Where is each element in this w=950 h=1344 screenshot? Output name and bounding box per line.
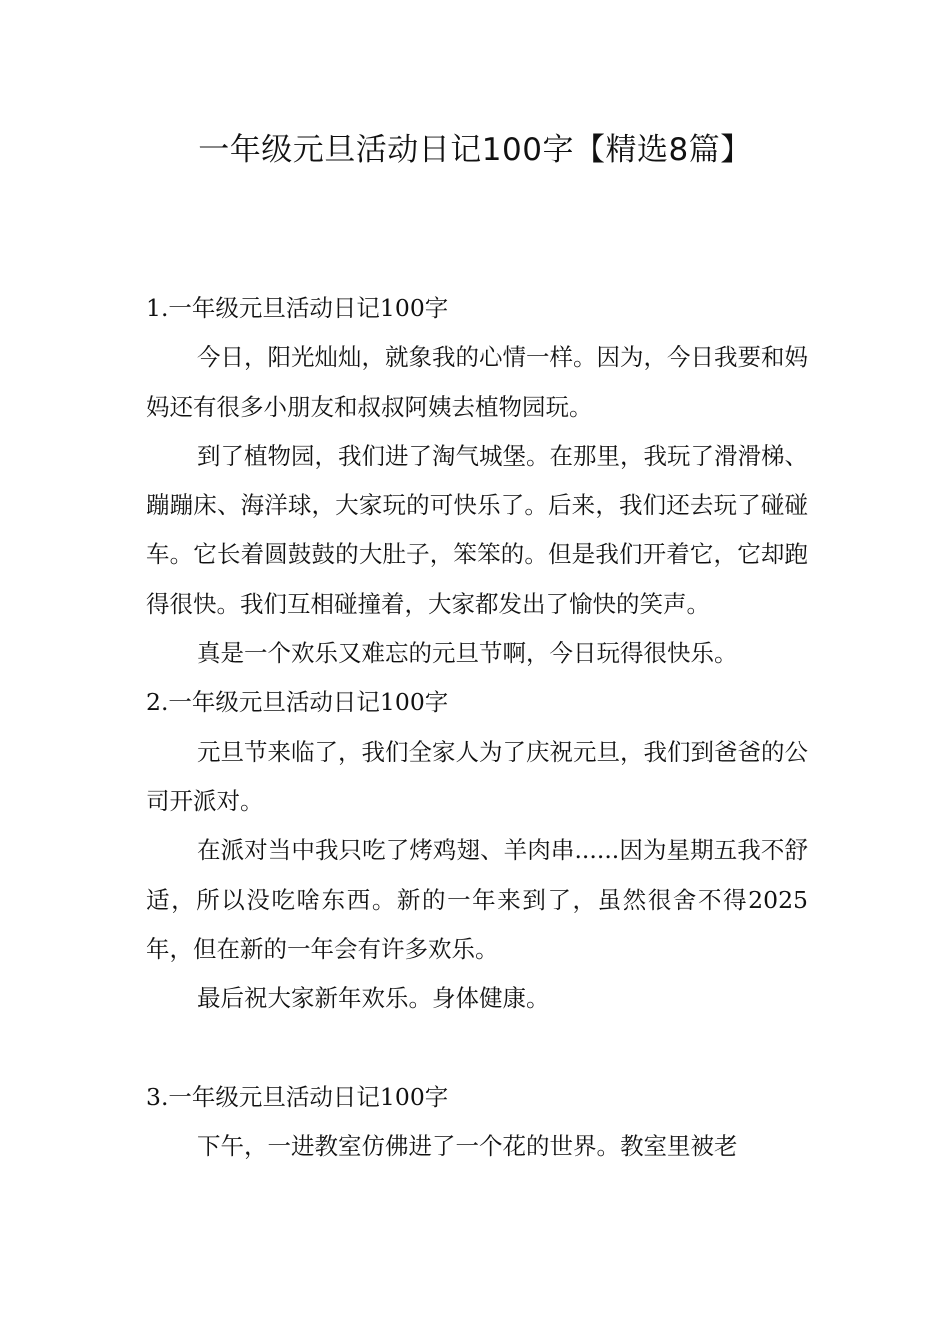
- paragraph: 今日，阳光灿灿，就象我的心情一样。因为，今日我要和妈妈还有很多小朋友和叔叔阿姨去植物园玩。: [146, 343, 808, 421]
- document-body: [146, 284, 808, 1171]
- section-heading: 1.一年级元旦活动日记100字: [146, 294, 449, 322]
- paragraph: 下午，一进教室仿佛进了一个花的世界。教室里被老: [197, 1132, 738, 1161]
- paragraph: 真是一个欢乐又难忘的元旦节啊，今日玩得很快乐。: [197, 639, 738, 668]
- section-heading: 2.一年级元旦活动日记100字: [146, 688, 449, 717]
- paragraph: 在派对当中我只吃了烤鸡翅、羊肉串......因为星期五我不舒适，所以没吃啥东西。新的一年来到了，虽然很舍不得2025年，但在新的一年会有许多欢乐。: [146, 836, 808, 963]
- paragraph: 到了植物园，我们进了淘气城堡。在那里，我玩了滑滑梯、蹦蹦床、海洋球，大家玩的可快乐了。后来，我们还去玩了碰碰车。它长着圆鼓鼓的大肚子，笨笨的。但是我们开着它，它却跑得很快。我们互相碰撞着，大家都发出了愉快的笑声。: [146, 441, 808, 618]
- paragraph: 元旦节来临了，我们全家人为了庆祝元旦，我们到爸爸的公司开派对。: [146, 737, 808, 815]
- paragraph: 最后祝大家新年欢乐。身体健康。: [197, 984, 550, 1013]
- document-title: 一年级元旦活动日记100字【精选8篇】: [198, 132, 752, 168]
- section-heading: 3.一年级元旦活动日记100字: [146, 1082, 449, 1111]
